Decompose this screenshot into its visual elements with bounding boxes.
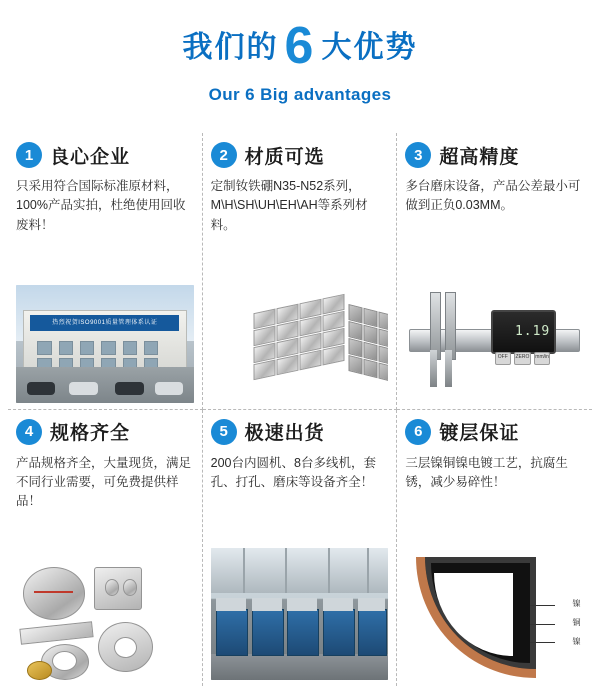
advantage-title-6: 镀层保证 bbox=[439, 423, 520, 444]
callout-line bbox=[530, 605, 555, 606]
title-prefix: 我们的 bbox=[182, 31, 279, 64]
callout-line bbox=[530, 642, 555, 643]
machine-unit bbox=[216, 609, 248, 656]
advantage-header-5 bbox=[211, 416, 389, 448]
advantage-description-3: 多台磨床设备，产品公差最小可做到正负0.03MM。 bbox=[405, 179, 581, 213]
poster-header bbox=[0, 0, 600, 105]
cube-side-face bbox=[349, 304, 388, 382]
machine-unit bbox=[287, 609, 319, 656]
countersink-hole-icon bbox=[123, 579, 137, 595]
advantage-description-4: 产品规格齐全，大量现货，满足不同行业需要，可免费提供样品！ bbox=[16, 455, 192, 509]
magnet-cube-photo bbox=[211, 271, 389, 403]
title-suffix: 大优势 bbox=[321, 31, 418, 64]
advantage-card-2 bbox=[203, 133, 398, 410]
window-icon bbox=[80, 341, 94, 355]
advantage-card-3 bbox=[397, 133, 592, 410]
coating-inner-area bbox=[434, 573, 513, 656]
caliper-display: 1.19 bbox=[491, 310, 556, 354]
factory-building-photo bbox=[16, 285, 194, 403]
cube-front-face bbox=[254, 293, 345, 379]
ring-hole-icon bbox=[52, 651, 77, 671]
machine-top bbox=[216, 598, 246, 611]
workshop-machines-photo bbox=[211, 548, 389, 680]
caliper-jaw-icon bbox=[445, 350, 452, 387]
machine-top bbox=[323, 598, 353, 611]
coin-scale-icon bbox=[27, 661, 52, 680]
advantage-description-1: 只采用符合国际标准原材料，100%产品实拍，杜绝使用回收废料！ bbox=[16, 179, 186, 232]
countersink-hole-icon bbox=[105, 579, 119, 595]
caliper-unit-button: mm/in bbox=[534, 352, 550, 365]
ceiling-beam bbox=[285, 548, 287, 593]
window-icon bbox=[59, 341, 73, 355]
advantage-title-3: 超高精度 bbox=[439, 146, 520, 168]
advantage-card-4 bbox=[8, 410, 203, 687]
caliper-zero-button: ZERO bbox=[514, 352, 530, 365]
page-title bbox=[0, 18, 600, 75]
assorted-magnets-photo bbox=[16, 560, 194, 680]
advantage-number-badge-2: 2 bbox=[211, 142, 237, 168]
advantage-header-6 bbox=[405, 416, 584, 448]
caliper-off-button: OFF bbox=[495, 352, 511, 365]
window-icon bbox=[37, 341, 51, 355]
car-icon bbox=[69, 382, 97, 395]
title-number: 6 bbox=[284, 17, 316, 75]
ceiling-beam bbox=[243, 548, 245, 593]
advantage-title-1: 良心企业 bbox=[50, 146, 131, 168]
advantage-number-badge-1: 1 bbox=[16, 142, 42, 168]
workshop-ceiling bbox=[211, 548, 389, 593]
layer-label-copper: 铜 bbox=[572, 618, 581, 628]
ceiling-beam bbox=[328, 548, 330, 593]
car-icon bbox=[115, 382, 143, 395]
magnet-cube bbox=[254, 303, 345, 370]
machine-top bbox=[287, 598, 317, 611]
advantage-card-5 bbox=[203, 410, 398, 687]
window-icon bbox=[123, 341, 137, 355]
advantage-number-badge-4: 4 bbox=[16, 419, 42, 445]
window-icon bbox=[101, 341, 115, 355]
machine-top bbox=[358, 598, 385, 611]
advantage-title-5: 极速出货 bbox=[244, 423, 325, 444]
advantage-number-badge-6: 6 bbox=[405, 419, 431, 445]
machine-top bbox=[252, 598, 282, 611]
ceiling-beam bbox=[367, 548, 369, 593]
bar-magnet-icon bbox=[19, 621, 93, 645]
building-banner-text: 热烈祝贺ISO9001质量管理体系认证 bbox=[30, 315, 179, 330]
advantages-grid bbox=[8, 133, 592, 686]
advantage-card-1 bbox=[8, 133, 203, 410]
advantage-number-badge-5: 5 bbox=[211, 419, 237, 445]
advantage-title-2: 材质可选 bbox=[244, 146, 325, 168]
advantage-number-badge-3: 3 bbox=[405, 142, 431, 168]
advantage-card-6 bbox=[397, 410, 592, 687]
layer-label-nickel-inner: 镍 bbox=[572, 636, 581, 646]
car-icon bbox=[27, 382, 55, 395]
plating-layers-diagram bbox=[405, 546, 584, 680]
window-icon bbox=[144, 341, 158, 355]
car-icon bbox=[155, 382, 183, 395]
advantage-description-6: 三层镍铜镍电镀工艺，抗腐生锈，减少易碎性！ bbox=[405, 455, 568, 489]
machine-unit bbox=[358, 609, 387, 656]
digital-caliper-photo bbox=[405, 271, 584, 403]
ring-hole-icon bbox=[114, 637, 137, 658]
advantage-description-5: 200台内圆机、8台多线机，套孔、打孔、磨床等设备齐全！ bbox=[210, 455, 376, 489]
disc-magnet-icon bbox=[23, 567, 85, 619]
advantage-header-2 bbox=[211, 139, 389, 171]
advantage-header-3 bbox=[405, 139, 584, 171]
page-subtitle: Our 6 Big advantages bbox=[208, 85, 392, 105]
advantage-title-4: 规格齐全 bbox=[50, 423, 131, 444]
callout-line bbox=[530, 624, 555, 625]
magnet-pole-line bbox=[34, 591, 73, 593]
advantage-header-4 bbox=[16, 416, 194, 448]
advantage-description-2: 定制钕铁硼N35-N52系列，M\H\SH\UH\EH\AH等系列材料。 bbox=[210, 179, 368, 232]
machine-unit bbox=[252, 609, 284, 656]
machine-unit bbox=[323, 609, 355, 656]
caliper-jaw-icon bbox=[430, 350, 437, 387]
advantage-header-1 bbox=[16, 139, 194, 171]
workshop-floor bbox=[211, 654, 389, 680]
layer-label-nickel-outer: 镍 bbox=[572, 599, 581, 609]
